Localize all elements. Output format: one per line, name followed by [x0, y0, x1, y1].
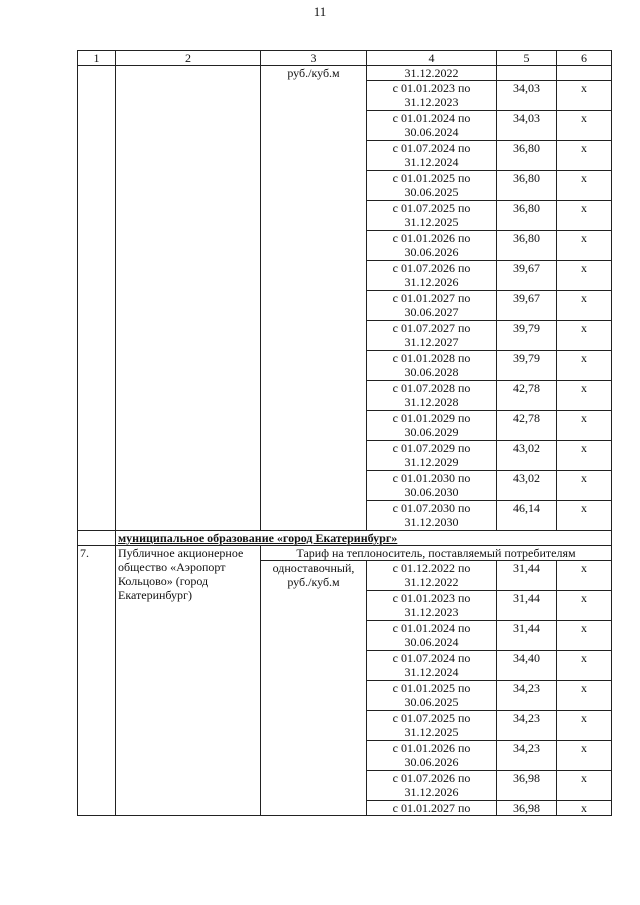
value-cell: 36,80 — [497, 141, 557, 171]
value-cell: 31,44 — [497, 561, 557, 591]
period-cell: с 01.07.2026 по 31.12.2026 — [367, 771, 497, 801]
period-cell: с 01.01.2024 по 30.06.2024 — [367, 621, 497, 651]
value-cell: 31,44 — [497, 621, 557, 651]
mark-cell: x — [557, 351, 612, 381]
value-cell: 39,79 — [497, 321, 557, 351]
value-cell: 34,23 — [497, 681, 557, 711]
value-cell: 36,98 — [497, 801, 557, 816]
table-row — [78, 66, 612, 81]
tariff-unit-cell: руб./куб.м — [261, 66, 367, 531]
period-cell: с 01.07.2029 по 31.12.2029 — [367, 441, 497, 471]
tariff-table — [77, 50, 612, 816]
period-cell: с 01.07.2024 по 31.12.2024 — [367, 651, 497, 681]
mark-cell: x — [557, 771, 612, 801]
period-cell: с 01.07.2027 по 31.12.2027 — [367, 321, 497, 351]
period-cell: с 01.01.2027 по 30.06.2027 — [367, 291, 497, 321]
mark-cell: x — [557, 501, 612, 531]
tariff-subtitle: Тариф на теплоноситель, поставляемый потребителям — [261, 546, 612, 561]
header-cell: 5 — [497, 51, 557, 66]
period-cell: с 01.01.2027 по — [367, 801, 497, 816]
mark-cell: x — [557, 741, 612, 771]
mark-cell: x — [557, 441, 612, 471]
header-cell: 3 — [261, 51, 367, 66]
mark-cell: x — [557, 411, 612, 441]
value-cell: 34,23 — [497, 711, 557, 741]
period-cell: с 01.01.2026 по 30.06.2026 — [367, 741, 497, 771]
municipality-row — [78, 531, 612, 546]
value-cell: 39,67 — [497, 261, 557, 291]
value-cell: 46,14 — [497, 501, 557, 531]
value-cell: 42,78 — [497, 381, 557, 411]
value-cell: 34,23 — [497, 741, 557, 771]
mark-cell: x — [557, 801, 612, 816]
mark-cell: x — [557, 651, 612, 681]
value-cell: 43,02 — [497, 441, 557, 471]
mark-cell: x — [557, 291, 612, 321]
period-cell: с 01.07.2026 по 31.12.2026 — [367, 261, 497, 291]
row-number-cell — [78, 66, 116, 531]
mark-cell: x — [557, 81, 612, 111]
mark-cell: x — [557, 681, 612, 711]
period-cell: с 01.07.2025 по 31.12.2025 — [367, 711, 497, 741]
header-cell: 1 — [78, 51, 116, 66]
mark-cell: x — [557, 591, 612, 621]
mark-cell: x — [557, 231, 612, 261]
value-cell: 43,02 — [497, 471, 557, 501]
organization-cell: Публичное акционерное общество «Аэропорт Кольцово» (город Екатеринбург) — [116, 546, 261, 816]
value-cell: 42,78 — [497, 411, 557, 441]
mark-cell: x — [557, 711, 612, 741]
mark-cell — [557, 66, 612, 81]
header-cell: 2 — [116, 51, 261, 66]
row-number-cell — [78, 531, 116, 546]
value-cell — [497, 66, 557, 81]
tariff-type-cell: одноставочный, руб./куб.м — [261, 561, 367, 816]
mark-cell: x — [557, 171, 612, 201]
mark-cell: x — [557, 471, 612, 501]
mark-cell: x — [557, 561, 612, 591]
value-cell: 36,80 — [497, 171, 557, 201]
period-cell: с 01.01.2025 по 30.06.2025 — [367, 681, 497, 711]
mark-cell: x — [557, 261, 612, 291]
municipality-heading: муниципальное образование «город Екатеринбург» — [116, 531, 612, 546]
period-cell: с 01.12.2022 по 31.12.2022 — [367, 561, 497, 591]
value-cell: 39,79 — [497, 351, 557, 381]
header-cell: 4 — [367, 51, 497, 66]
period-cell: с 01.01.2024 по 30.06.2024 — [367, 111, 497, 141]
value-cell: 34,40 — [497, 651, 557, 681]
tariff-subtitle-row — [78, 546, 612, 561]
period-cell: с 01.01.2023 по 31.12.2023 — [367, 591, 497, 621]
period-cell: с 01.01.2028 по 30.06.2028 — [367, 351, 497, 381]
header-cell: 6 — [557, 51, 612, 66]
value-cell: 36,80 — [497, 231, 557, 261]
page-number: 11 — [313, 4, 327, 19]
period-cell: с 01.07.2030 по 31.12.2030 — [367, 501, 497, 531]
mark-cell: x — [557, 111, 612, 141]
row-number-cell: 7. — [78, 546, 116, 816]
mark-cell: x — [557, 201, 612, 231]
mark-cell: x — [557, 621, 612, 651]
mark-cell: x — [557, 141, 612, 171]
value-cell: 36,80 — [497, 201, 557, 231]
value-cell: 34,03 — [497, 81, 557, 111]
period-cell: с 01.07.2024 по 31.12.2024 — [367, 141, 497, 171]
period-cell: с 01.01.2023 по 31.12.2023 — [367, 81, 497, 111]
period-cell: с 01.01.2030 по 30.06.2030 — [367, 471, 497, 501]
mark-cell: x — [557, 321, 612, 351]
period-cell: с 01.01.2029 по 30.06.2029 — [367, 411, 497, 441]
header-row — [78, 51, 612, 66]
period-cell: с 01.07.2028 по 31.12.2028 — [367, 381, 497, 411]
period-cell: с 01.07.2025 по 31.12.2025 — [367, 201, 497, 231]
mark-cell: x — [557, 381, 612, 411]
period-cell: с 01.01.2026 по 30.06.2026 — [367, 231, 497, 261]
value-cell: 39,67 — [497, 291, 557, 321]
value-cell: 36,98 — [497, 771, 557, 801]
value-cell: 34,03 — [497, 111, 557, 141]
value-cell: 31,44 — [497, 591, 557, 621]
period-cell: с 01.01.2025 по 30.06.2025 — [367, 171, 497, 201]
period-cell: 31.12.2022 — [367, 66, 497, 81]
organization-cell — [116, 66, 261, 531]
